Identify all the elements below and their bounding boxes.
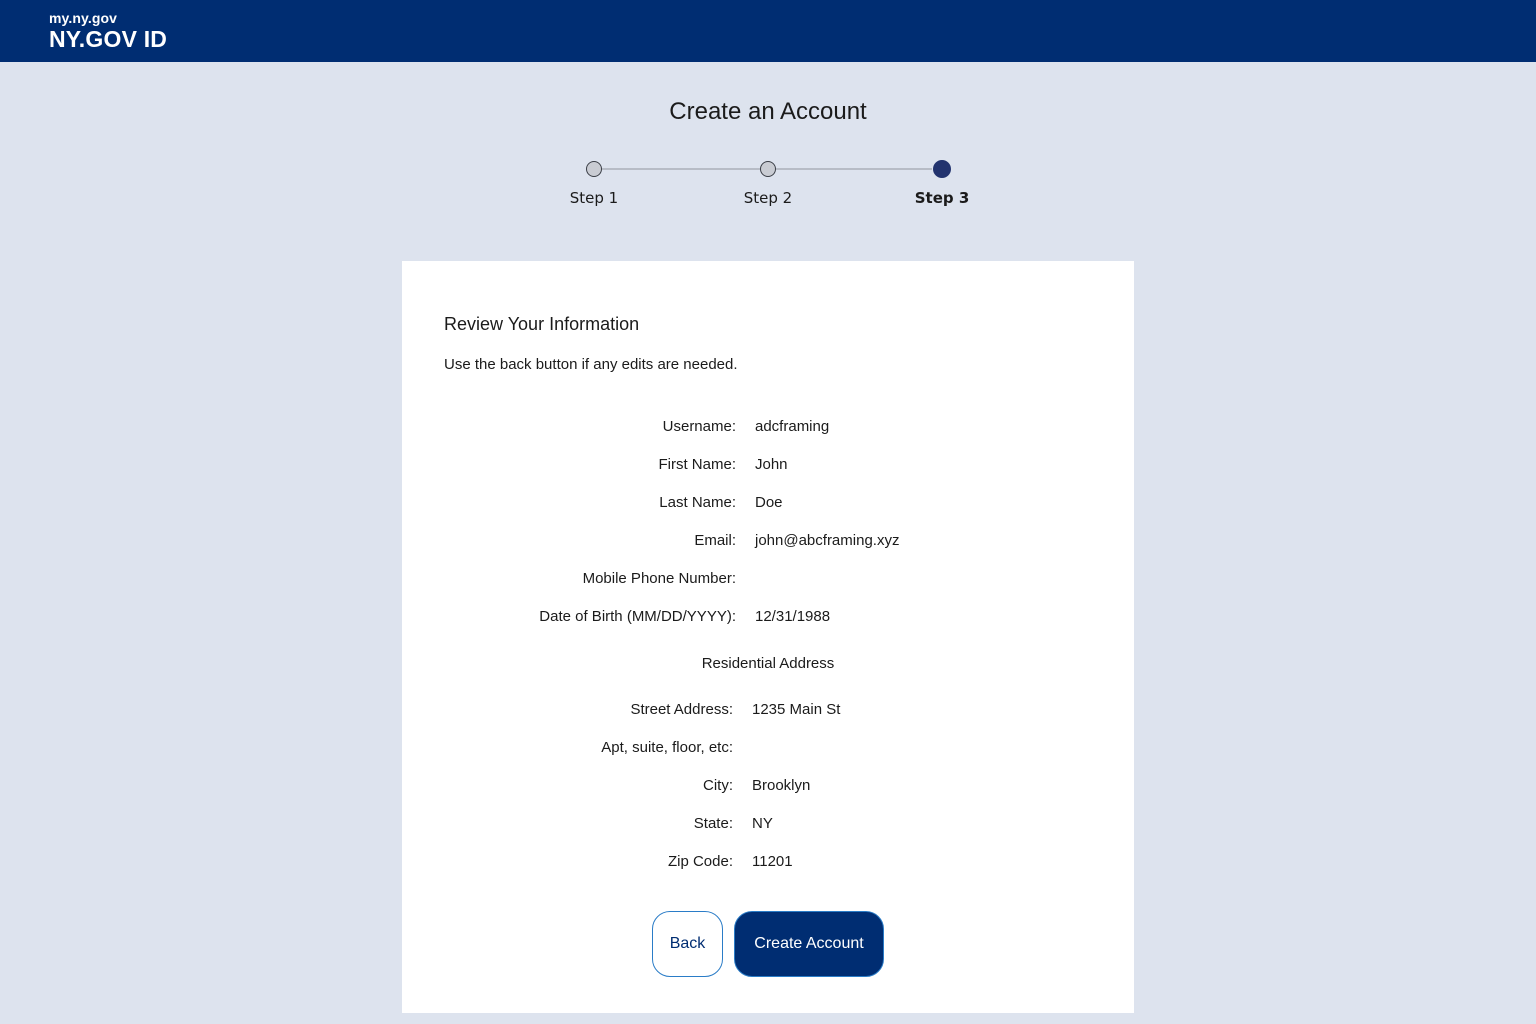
step-connector-2-3: [776, 168, 932, 170]
field-row-first-name: [402, 456, 1134, 476]
field-row-last-name: [402, 494, 1134, 514]
step-2-indicator: [760, 161, 776, 177]
field-label: Zip Code:: [667, 853, 733, 870]
field-value: 11201: [752, 853, 793, 870]
field-label: Date of Birth (MM/DD/YYYY):: [539, 608, 736, 625]
field-row-date-of-birth: [402, 608, 1134, 628]
field-value: Doe: [755, 494, 783, 511]
residential-address-title: Residential Address: [701, 655, 835, 672]
field-row-city: [402, 777, 1134, 797]
step-connector-1-2: [602, 168, 760, 170]
field-row-username: [402, 418, 1134, 438]
field-value: adcframing: [755, 418, 830, 435]
field-label: State:: [693, 815, 733, 832]
field-value: john@abcframing.xyz: [755, 532, 900, 549]
field-label: City:: [703, 777, 733, 794]
back-button[interactable]: Back: [652, 911, 723, 977]
field-row-street-address: [402, 701, 1134, 721]
step-1-label: Step 1: [569, 189, 619, 207]
field-label: First Name:: [658, 456, 736, 473]
step-3-indicator: [933, 160, 951, 178]
field-label: Apt, suite, floor, etc:: [601, 739, 733, 756]
field-label: Mobile Phone Number:: [582, 570, 736, 587]
review-instructions: Use the back button if any edits are needed.: [444, 356, 738, 373]
step-3-label: Step 3: [914, 189, 970, 207]
review-card: [402, 261, 1134, 1013]
field-row-email: [402, 532, 1134, 552]
field-value: John: [755, 456, 788, 473]
field-label: Last Name:: [659, 494, 736, 511]
create-account-button[interactable]: Create Account: [734, 911, 884, 977]
field-row-state: [402, 815, 1134, 835]
field-label: Username:: [662, 418, 736, 435]
review-heading: Review Your Information: [444, 314, 640, 334]
step-2-label: Step 2: [743, 189, 793, 207]
field-row-mobile-phone: [402, 570, 1134, 590]
field-value: Brooklyn: [752, 777, 811, 794]
site-name[interactable]: my.ny.gov: [49, 10, 118, 26]
field-row-apt-suite: [402, 739, 1134, 759]
field-value: 12/31/1988: [755, 608, 831, 625]
progress-stepper: [0, 0, 1536, 240]
brand-logo-text[interactable]: NY.GOV ID: [49, 26, 168, 52]
step-1-indicator: [586, 161, 602, 177]
field-label: Street Address:: [630, 701, 733, 718]
field-label: Email:: [694, 532, 736, 549]
field-value: NY: [752, 815, 773, 832]
page-title: Create an Account: [669, 98, 867, 125]
field-value: 1235 Main St: [752, 701, 841, 718]
field-row-zip-code: [402, 853, 1134, 873]
